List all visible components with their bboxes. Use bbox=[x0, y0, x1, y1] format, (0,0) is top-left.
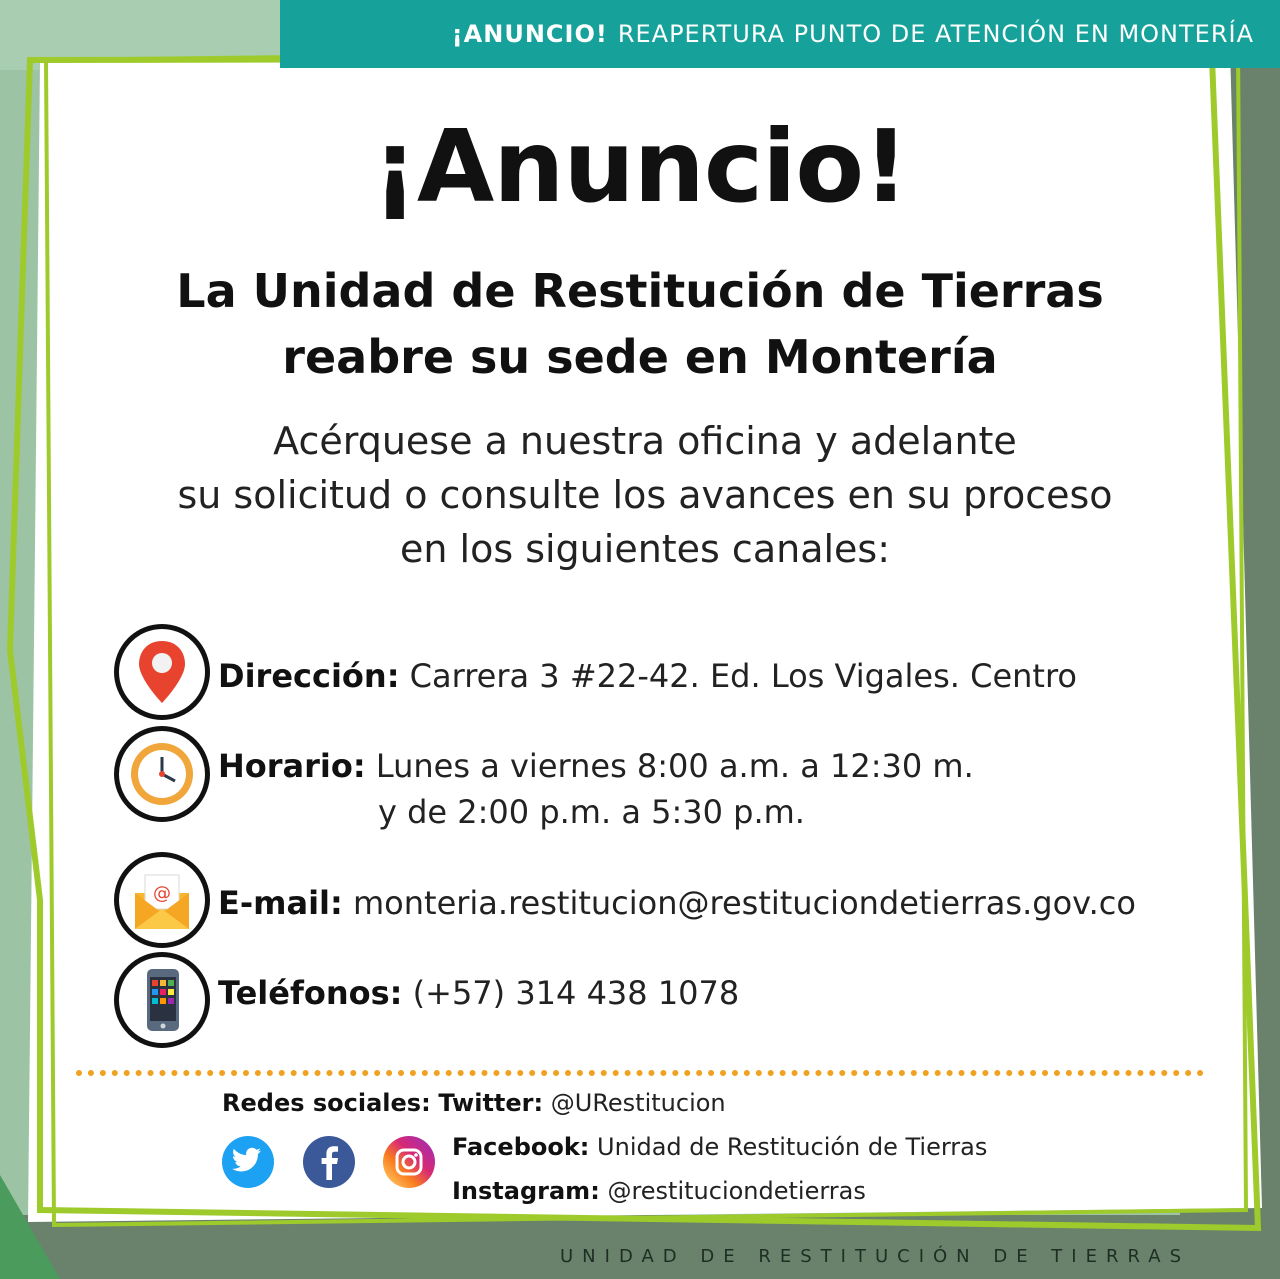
email-row bbox=[218, 884, 1136, 922]
instagram-row bbox=[452, 1177, 866, 1205]
headline: ¡Anuncio! bbox=[372, 108, 908, 225]
address-value: Carrera 3 #22-42. Ed. Los Vigales. Centro bbox=[409, 657, 1077, 695]
dotted-divider bbox=[76, 1070, 1204, 1076]
footer-organization: UNIDAD DE RESTITUCIÓN DE TIERRAS bbox=[560, 1246, 1191, 1267]
hours-label: Horario: bbox=[218, 747, 366, 785]
banner-bold: ¡ANUNCIO! bbox=[451, 20, 608, 48]
instagram-value[interactable]: @restituciondetierras bbox=[607, 1177, 866, 1205]
svg-text:@: @ bbox=[153, 883, 171, 904]
address-label: Dirección: bbox=[218, 657, 400, 695]
phone-value[interactable]: (+57) 314 438 1078 bbox=[412, 974, 740, 1012]
email-value[interactable]: monteria.restitucion@restituciondetierras.gov.co bbox=[352, 884, 1136, 922]
facebook-label: Facebook: bbox=[452, 1133, 590, 1161]
facebook-icon[interactable] bbox=[303, 1136, 355, 1188]
intro-line-3: en los siguientes canales: bbox=[399, 527, 891, 571]
facebook-row bbox=[452, 1133, 987, 1161]
instagram-icon[interactable] bbox=[383, 1136, 435, 1188]
subheading-line-2: reabre su sede en Montería bbox=[282, 330, 998, 384]
email-label: E-mail: bbox=[218, 884, 343, 922]
twitter-icon[interactable] bbox=[222, 1136, 274, 1188]
phone-row bbox=[218, 974, 739, 1012]
subheading bbox=[30, 258, 1250, 390]
hours-value-line-2: y de 2:00 p.m. a 5:30 p.m. bbox=[378, 793, 805, 831]
smartphone-icon bbox=[114, 952, 210, 1048]
instagram-label: Instagram: bbox=[452, 1177, 600, 1205]
intro-line-1: Acérquese a nuestra oficina y adelante bbox=[273, 419, 1017, 463]
banner-text: REAPERTURA PUNTO DE ATENCIÓN EN MONTERÍA bbox=[617, 20, 1254, 48]
social-prefix: Redes sociales: bbox=[222, 1089, 431, 1117]
hours-row bbox=[218, 747, 974, 785]
twitter-label: Twitter: bbox=[438, 1089, 544, 1117]
location-pin-icon bbox=[114, 624, 210, 720]
twitter-handle[interactable]: @URestitucion bbox=[550, 1089, 726, 1117]
envelope-icon bbox=[114, 852, 210, 948]
intro-line-2: su solicitud o consulte los avances en su proceso bbox=[177, 473, 1113, 517]
subheading-line-1: La Unidad de Restitución de Tierras bbox=[176, 264, 1104, 318]
social-twitter-row bbox=[222, 1089, 726, 1117]
address-row bbox=[218, 657, 1077, 695]
top-banner bbox=[280, 0, 1280, 68]
facebook-value[interactable]: Unidad de Restitución de Tierras bbox=[597, 1133, 988, 1161]
hours-value-line-1: Lunes a viernes 8:00 a.m. a 12:30 m. bbox=[375, 747, 974, 785]
clock-icon bbox=[114, 726, 210, 822]
phone-label: Teléfonos: bbox=[218, 974, 403, 1012]
intro-text bbox=[40, 414, 1250, 576]
